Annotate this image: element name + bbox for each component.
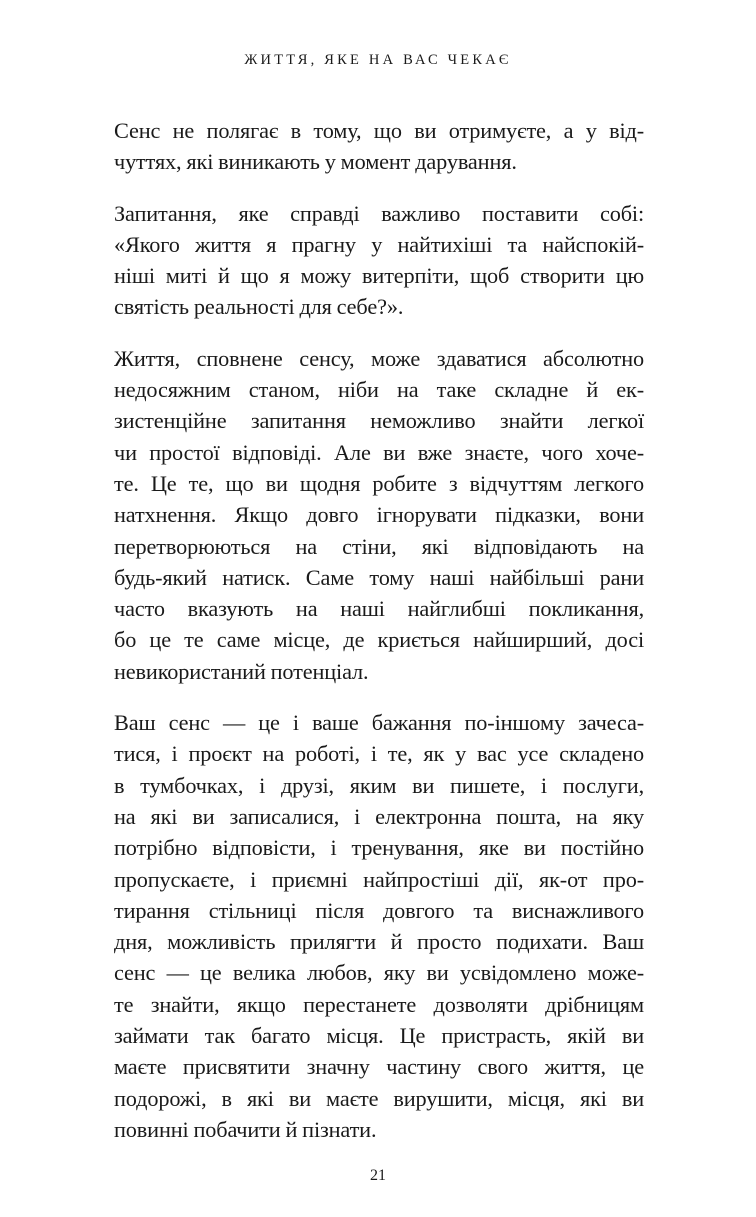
text-line: дня, можливість прилягти й просто подихати. Ваш	[114, 929, 644, 955]
text-line: натхнення. Якщо довго ігнорувати підказки, вони	[114, 502, 644, 528]
paragraph	[114, 198, 644, 323]
running-header: ЖИТТЯ, ЯКЕ НА ВАС ЧЕКАЄ	[244, 52, 512, 68]
text-line: святість реальності для себе?».	[114, 294, 404, 320]
text-line: бо це те саме місце, де криється найширший, досі	[114, 627, 644, 653]
text-line: Сенс не полягає в тому, що ви отримуєте, а у від-	[114, 118, 644, 143]
text-line: сенс — це велика любов, яку ви усвідомлено може-	[114, 960, 644, 986]
text-line: Життя, сповнене сенсу, може здаватися абсолютно	[114, 345, 644, 371]
page-number: 21	[370, 1167, 386, 1185]
text-line: Ваш сенс — це і ваше бажання по-іншому зачеса-	[114, 710, 644, 736]
text-line: ніші миті й що я можу витерпіти, щоб створити цю	[114, 263, 644, 289]
text-line: будь-який натиск. Саме тому наші найбільші рани	[114, 564, 644, 590]
text-line: займати так багато місця. Це пристрасть, якій ви	[114, 1023, 644, 1049]
text-line: «Якого життя я прагну у найтихіші та найспокій-	[114, 231, 644, 257]
text-line: повинні побачити й пізнати.	[114, 1116, 377, 1142]
text-line: часто вказують на наші найглибші покликання,	[114, 596, 644, 622]
paragraph	[114, 343, 644, 687]
text-line: перетворюються на стіни, які відповідають на	[114, 533, 644, 559]
text-line: пропускаєте, і приємні найпростіші дії, як-от про-	[114, 866, 644, 892]
text-line: тися, і проєкт на роботі, і те, як у вас усе складено	[114, 741, 644, 767]
text-line: недосяжним станом, ніби на таке складне й ек-	[114, 377, 644, 403]
paragraph	[114, 707, 644, 1145]
text-line: невикористаний потенціал.	[114, 658, 369, 684]
text-line: маєте присвятити значну частину свого життя, це	[114, 1054, 644, 1080]
text-line: потрібно відповісти, і тренування, яке ви постійно	[114, 835, 644, 861]
text-line: зистенційне запитання неможливо знайти легкої	[114, 408, 644, 434]
text-line: подорожі, в які ви маєте вирушити, місця, які ви	[114, 1085, 644, 1111]
body-text	[114, 115, 644, 1145]
text-line: те. Це те, що ви щодня робите з відчуттям легкого	[114, 470, 644, 496]
text-line: Запитання, яке справді важливо поставити собі:	[114, 200, 644, 226]
text-line: чуттях, які виникають у момент дарування.	[114, 149, 517, 175]
text-line: на які ви записалися, і електронна пошта, на яку	[114, 803, 644, 829]
text-line: в тумбочках, і друзі, яким ви пишете, і послуги,	[114, 772, 644, 798]
text-line: чи простої відповіді. Але ви вже знаєте, чого хоче-	[114, 439, 644, 465]
text-line: те знайти, якщо перестанете дозволяти дрібницям	[114, 991, 644, 1017]
paragraph	[114, 115, 644, 178]
text-line: тирання стільниці після довгого та виснажливого	[114, 897, 644, 923]
